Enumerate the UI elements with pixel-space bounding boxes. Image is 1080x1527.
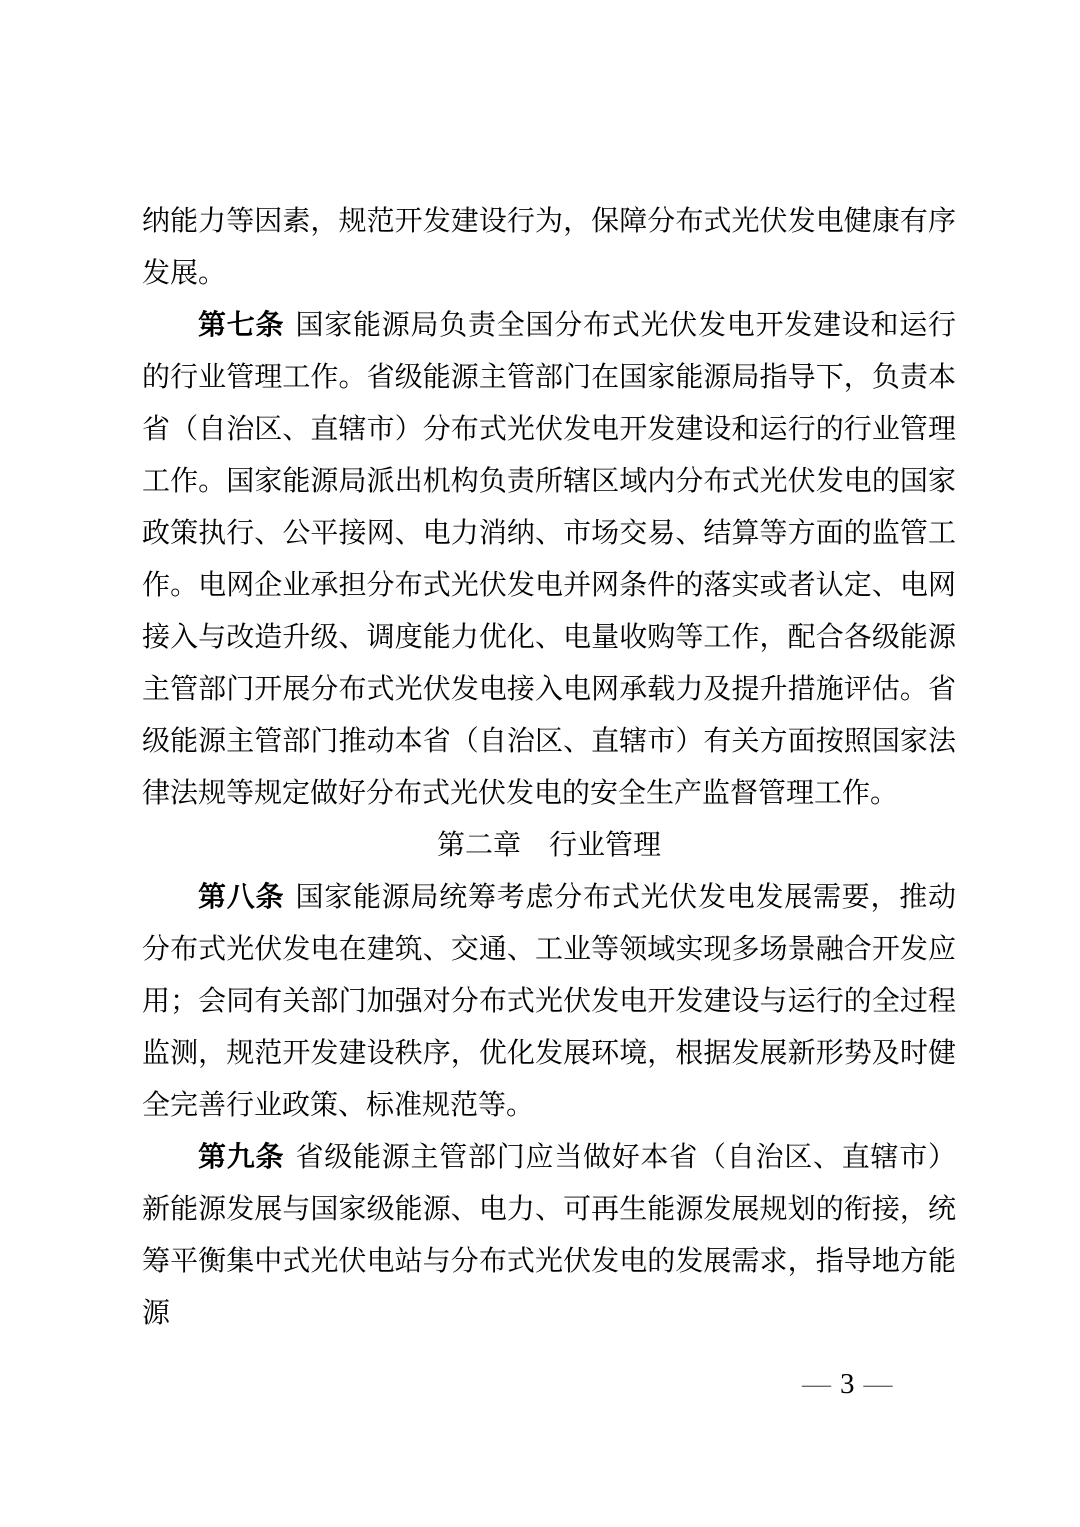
page-number-dash-right: — bbox=[863, 1368, 893, 1400]
article-9-label: 第九条 bbox=[198, 1141, 285, 1172]
paragraph-article-9 bbox=[142, 1131, 956, 1339]
paragraph-article-8 bbox=[142, 871, 956, 1131]
chapter-2-heading: 第二章 行业管理 bbox=[436, 829, 661, 860]
page-number-footer bbox=[802, 1366, 893, 1402]
page-number-dash-left: — bbox=[802, 1368, 831, 1400]
article-8-text: 国家能源局统筹考虑分布式光伏发电发展需要，推动分布式光伏发电在建筑、交通、工业等领域实现多场景融合开发应用；会同有关部门加强对分布式光伏发电开发建设与运行的全过程监测，规范开发建设秩序，优化发展环境，根据发展新形势及时健全完善行业政策、标准规范等。 bbox=[142, 881, 956, 1120]
paragraph-continuation bbox=[142, 195, 956, 299]
article-9-text: 省级能源主管部门应当做好本省（自治区、直辖市）新能源发展与国家级能源、电力、可再生能源发展规划的衔接，统筹平衡集中式光伏电站与分布式光伏发电的发展需求，指导地方能源 bbox=[142, 1141, 956, 1328]
article-7-label: 第七条 bbox=[198, 309, 285, 340]
document-body bbox=[142, 195, 956, 1339]
article-8-label: 第八条 bbox=[198, 881, 285, 912]
article-7-text: 国家能源局负责全国分布式光伏发电开发建设和运行的行业管理工作。省级能源主管部门在国家能源局指导下，负责本省（自治区、直辖市）分布式光伏发电开发建设和运行的行业管理工作。国家能源局派出机构负责所辖区域内分布式光伏发电的国家政策执行、公平接网、电力消纳、市场交易、结算等方面的监管工作。电网企业承担分布式光伏发电并网条件的落实或者认定、电网接入与改造升级、调度能力优化、电量收购等工作，配合各级能源主管部门开展分布式光伏发电接入电网承载力及提升措施评估。省级能源主管部门推动本省（自治区、直辖市）有关方面按照国家法律法规等规定做好分布式光伏发电的安全生产监督管理工作。 bbox=[142, 309, 956, 808]
paragraph-article-7 bbox=[142, 299, 956, 819]
page-number: 3 bbox=[840, 1368, 855, 1400]
paragraph-text: 纳能力等因素，规范开发建设行为，保障分布式光伏发电健康有序发展。 bbox=[142, 205, 956, 288]
